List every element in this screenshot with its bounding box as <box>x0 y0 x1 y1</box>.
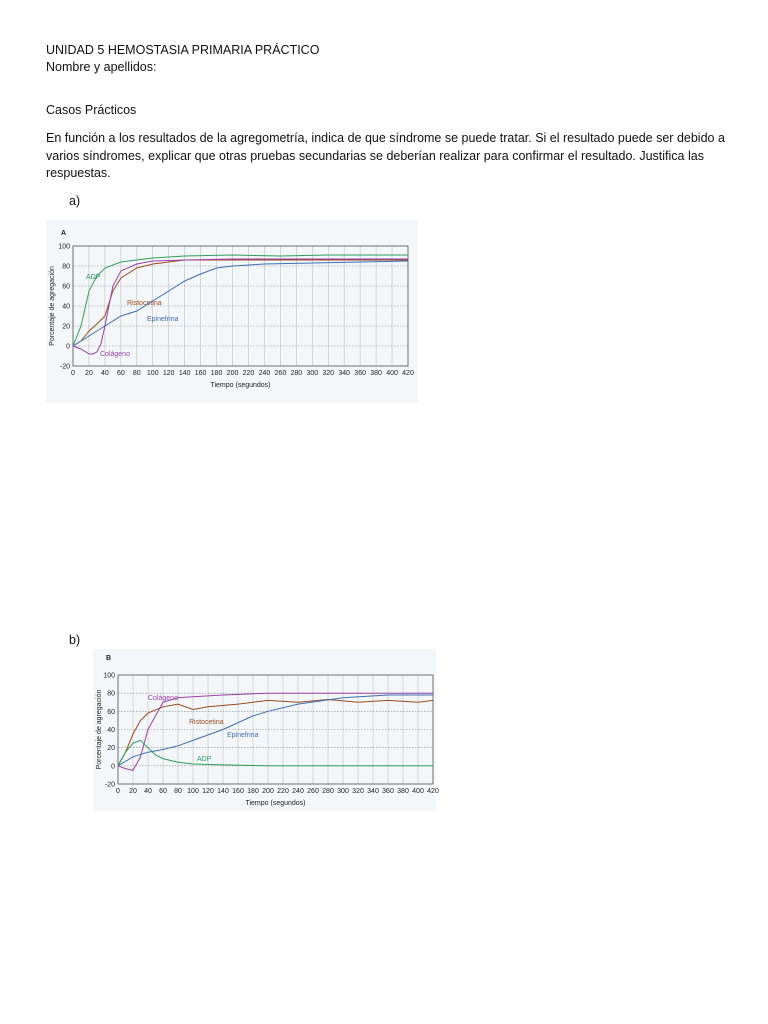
y-tick-label: 80 <box>107 690 115 698</box>
document-title: UNIDAD 5 HEMOSTASIA PRIMARIA PRÁCTICO <box>46 43 320 57</box>
y-tick-label: 100 <box>103 672 115 680</box>
x-tick-label: 60 <box>159 788 167 795</box>
series-line-adp <box>73 255 408 346</box>
y-tick-label: 60 <box>62 283 70 291</box>
x-tick-label: 260 <box>274 370 287 377</box>
x-tick-label: 280 <box>322 788 334 795</box>
x-tick-label: 160 <box>194 370 207 377</box>
x-tick-label: 20 <box>129 788 137 795</box>
panel-letter: A <box>61 230 67 237</box>
y-tick-label: 20 <box>62 323 70 331</box>
x-tick-label: 400 <box>386 370 398 377</box>
series-label-epinefrina: Epinefrina <box>147 316 179 323</box>
x-tick-label: 340 <box>338 370 351 377</box>
section-heading: Casos Prácticos <box>46 103 137 117</box>
y-tick-label: 60 <box>107 708 115 716</box>
x-tick-label: 220 <box>277 788 289 795</box>
y-tick-label: -20 <box>59 363 70 371</box>
y-tick-label: 40 <box>62 303 70 311</box>
y-tick-label: 40 <box>107 727 115 734</box>
series-label-ristocetina: Ristocetina <box>189 719 224 726</box>
series-label-epinefrina: Epinefrina <box>227 732 259 739</box>
x-tick-label: 420 <box>427 788 439 795</box>
x-tick-label: 120 <box>162 370 175 377</box>
y-tick-label: 0 <box>111 763 115 771</box>
y-tick-label: 20 <box>107 745 115 753</box>
x-tick-label: 360 <box>354 370 366 377</box>
x-tick-label: 0 <box>116 788 120 795</box>
plot-frame <box>73 246 408 366</box>
series-label-adp: ADP <box>86 274 101 281</box>
x-tick-label: 0 <box>71 370 75 377</box>
series-label-colageno: Colágeno <box>148 695 178 702</box>
series-label-ristocetina: Ristocetina <box>127 300 162 307</box>
x-tick-label: 340 <box>367 788 379 795</box>
x-tick-label: 80 <box>132 370 141 377</box>
x-tick-label: 80 <box>174 788 182 795</box>
series-line-colageno <box>73 259 408 354</box>
y-tick-label: 0 <box>66 343 70 351</box>
chart-b-svg <box>93 649 439 811</box>
x-tick-label: 300 <box>306 370 319 377</box>
x-tick-label: 200 <box>262 788 274 795</box>
x-tick-label: 140 <box>217 788 229 795</box>
series-label-adp: ADP <box>197 756 212 763</box>
name-label: Nombre y apellidos: <box>46 60 157 74</box>
x-axis-label: Tiempo (segundos) <box>245 800 306 807</box>
y-axis-label: Porcentaje de agregación <box>49 266 56 346</box>
aggregometry-chart-b <box>93 649 439 811</box>
item-b-label: b) <box>69 633 81 647</box>
y-tick-label: -20 <box>104 781 115 789</box>
x-tick-label: 300 <box>337 788 349 795</box>
x-tick-label: 380 <box>397 788 409 795</box>
x-tick-label: 400 <box>412 788 424 795</box>
x-tick-label: 60 <box>116 370 125 377</box>
x-tick-label: 360 <box>382 788 394 795</box>
y-axis-label: Porcentaje de agregación <box>96 689 103 770</box>
x-tick-label: 40 <box>101 370 109 377</box>
x-tick-label: 380 <box>370 370 382 377</box>
instructions-paragraph: En función a los resultados de la agregometría, indica de que síndrome se puede tratar. Si el resultado puede ser debido a varios síndromes, explicar que otras pruebas secundarias se deberían realizar para confirmar el resultado. Justifica las respuestas. <box>46 131 725 180</box>
x-tick-label: 180 <box>247 788 259 795</box>
x-tick-label: 280 <box>290 370 303 377</box>
chart-grid <box>118 675 433 784</box>
x-tick-label: 180 <box>210 370 223 377</box>
item-a-label: a) <box>69 194 81 208</box>
chart-grid <box>73 246 408 366</box>
x-tick-label: 260 <box>307 788 319 795</box>
x-tick-label: 140 <box>178 370 191 377</box>
x-tick-label: 220 <box>242 370 255 377</box>
series-line-ristocetina <box>73 260 408 346</box>
aggregometry-chart-a <box>46 220 418 403</box>
panel-letter: B <box>106 655 112 662</box>
x-tick-label: 100 <box>146 370 159 377</box>
series-label-colageno: Colágeno <box>100 351 130 358</box>
series-line-epinefrina <box>73 261 408 346</box>
y-tick-label: 80 <box>62 263 70 271</box>
x-tick-label: 40 <box>144 788 152 795</box>
x-tick-label: 320 <box>352 788 364 795</box>
x-tick-label: 20 <box>85 370 93 377</box>
x-tick-label: 320 <box>322 370 335 377</box>
x-tick-label: 100 <box>187 788 199 795</box>
x-tick-label: 420 <box>402 370 414 377</box>
x-tick-label: 240 <box>292 788 304 795</box>
series-line-adp <box>118 740 433 765</box>
y-tick-label: 100 <box>58 243 70 251</box>
series-line-epinefrina <box>118 695 433 766</box>
x-tick-label: 160 <box>232 788 244 795</box>
chart-a-svg <box>46 220 418 403</box>
x-tick-label: 240 <box>258 370 271 377</box>
x-axis-label: Tiempo (segundos) <box>210 382 271 389</box>
x-tick-label: 200 <box>226 370 239 377</box>
x-tick-label: 120 <box>202 788 214 795</box>
